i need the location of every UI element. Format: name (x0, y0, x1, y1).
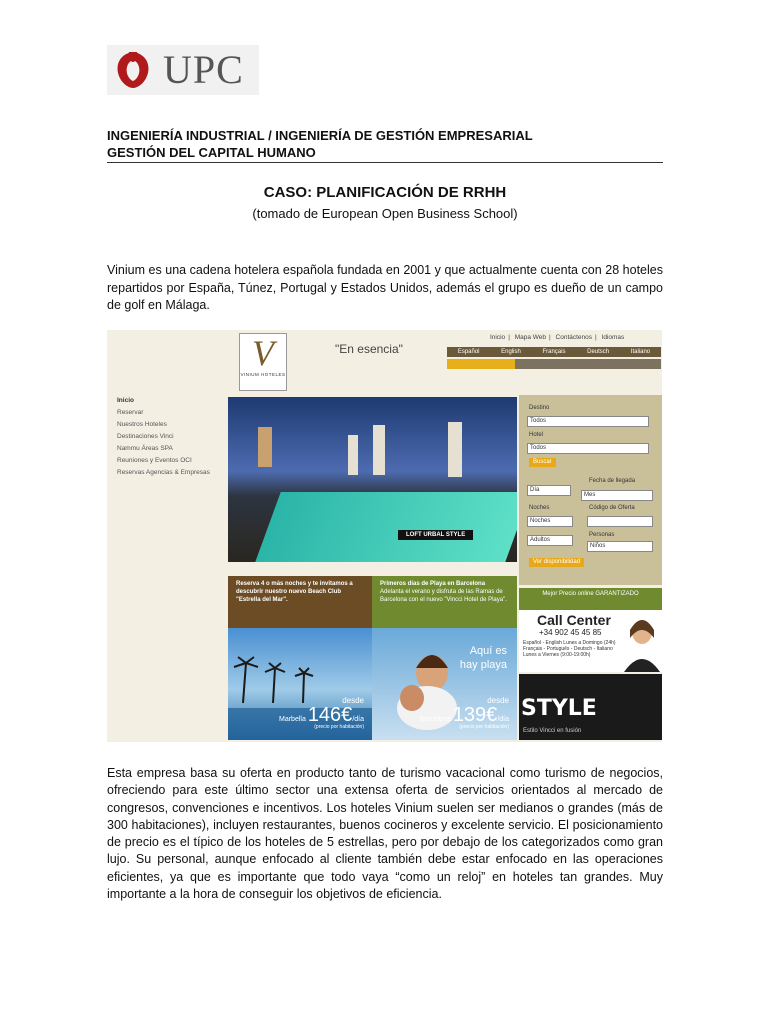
codigo-label: Código de Oferta (589, 505, 635, 511)
marbella-desde: desde (342, 696, 364, 705)
promo2-text: Adelanta el verano y disfruta de las Ramas de Barcelona con el nuevo "Vincci Hotel de Playa". (380, 589, 507, 603)
top-link-contactenos[interactable]: Contáctenos (555, 334, 593, 341)
noches-label: Noches (529, 505, 550, 511)
website-screenshot (107, 330, 662, 742)
lang-francais[interactable]: Français (542, 349, 566, 355)
operator-headset-icon (620, 612, 660, 672)
barcelona-offer-tile[interactable] (372, 628, 517, 740)
menu-item-hoteles[interactable]: Nuestros Hoteles (117, 421, 167, 428)
promo2-title: Primeros días de Playa en Barcelona (380, 581, 486, 587)
upc-emblem-icon (111, 48, 155, 92)
hero-column-1 (348, 435, 358, 475)
vinium-logo-letter: V (252, 333, 274, 373)
codigo-input[interactable] (587, 516, 653, 527)
hero-column-3 (448, 422, 462, 477)
barcelona-desde: desde (487, 696, 509, 705)
menu-item-destinaciones[interactable]: Destinaciones Vinci (117, 433, 174, 440)
booking-form (519, 395, 662, 585)
dia-select[interactable]: Día (527, 485, 571, 496)
ver-disponibilidad-button[interactable]: Ver disponibilidad (529, 558, 584, 567)
lang-english[interactable]: English (501, 349, 521, 355)
gold-accent-bar (447, 359, 515, 369)
hotel-label: Hotel (529, 432, 544, 438)
mes-select[interactable]: Mes (581, 490, 653, 501)
grey-accent-bar (515, 359, 661, 369)
language-bar (447, 347, 661, 357)
case-title: CASO: PLANIFICACIÓN DE RRHH (263, 184, 507, 201)
menu-item-inicio[interactable]: Inicio (117, 397, 134, 404)
ninos-select[interactable]: Niños (587, 541, 653, 552)
menu-item-agencias[interactable]: Reservas Agencias & Empresas (117, 469, 210, 476)
hero-caption: LOFT URBAL STYLE (398, 530, 473, 540)
marbella-unit: /día (352, 716, 364, 723)
marbella-note: (precio por habitación) (314, 724, 364, 730)
destino-select[interactable]: Todos (527, 416, 649, 427)
hotel-select[interactable]: Todos (527, 443, 649, 454)
lang-italiano[interactable]: Italiano (630, 349, 651, 355)
menu-item-eventos[interactable]: Reuniones y Eventos OCI (117, 457, 192, 464)
menu-item-reservar[interactable]: Reservar (117, 409, 144, 416)
call-center-box (519, 610, 662, 672)
barcelona-amount: 139€ (452, 704, 498, 726)
lang-espanol[interactable]: Español (457, 349, 480, 355)
marbella-price (279, 697, 364, 730)
vinium-logo (239, 333, 287, 391)
hero-column-2 (373, 425, 385, 475)
buscar-button[interactable]: Buscar (529, 458, 556, 467)
style-banner[interactable] (519, 674, 662, 740)
top-link-inicio[interactable]: Inicio (490, 334, 506, 341)
lang-deutsch[interactable]: Deutsch (587, 349, 610, 355)
call-center-phone: +34 902 45 45 85 (539, 628, 602, 637)
barcelona-price (419, 697, 509, 730)
destino-label: Destino (529, 405, 550, 411)
top-link-mapa-web[interactable]: Mapa Web (514, 334, 547, 341)
adultos-select[interactable]: Adultos (527, 535, 573, 546)
site-top-links: Inicio | Mapa Web | Contáctenos | Idiomas (490, 334, 625, 341)
hero-pool (255, 492, 517, 562)
promo-playa-barcelona[interactable] (372, 576, 517, 628)
hero-image (228, 397, 517, 562)
style-subtext: Estilo Vincci en fusión (523, 728, 582, 734)
promo-beach-club[interactable]: Reserva 4 o más noches y te invitamos a descubrir nuestro nuevo Beach Club "Estrella del Mar". (228, 576, 372, 628)
top-link-idiomas[interactable]: Idiomas (601, 334, 625, 341)
site-header (107, 330, 662, 395)
marbella-amount: 146€ (307, 704, 353, 726)
site-tagline: "En esencia" (335, 342, 403, 356)
hero-tower (258, 427, 272, 467)
marbella-city: Marbella (279, 716, 306, 723)
call-center-info: Español - English Lunes a Domingo (24h) Français - Português - Deutsch - Italiano Lunes a Viernes (9:00-19:00h) (523, 640, 616, 658)
logo-text: UPC (163, 47, 244, 92)
style-text: STYLE (521, 696, 597, 721)
marbella-offer-tile[interactable] (228, 628, 372, 740)
header-line-1: INGENIERÍA INDUSTRIAL / INGENIERÍA DE GESTIÓN EMPRESARIAL (107, 128, 533, 143)
case-subtitle: (tomado de European Open Business School) (252, 206, 518, 221)
barcelona-city: Barcelona (419, 716, 451, 723)
site-side-menu (107, 395, 226, 742)
menu-item-spa[interactable]: Nammu Áreas SPA (117, 445, 173, 452)
document-header (107, 127, 663, 161)
aqui-hay-playa-banner: Aquí es hay playa (459, 645, 507, 671)
header-line-2: GESTIÓN DEL CAPITAL HUMANO (107, 145, 316, 160)
fecha-label: Fecha de llegada (589, 478, 636, 484)
noches-input[interactable]: Noches (527, 516, 573, 527)
guarantee-banner[interactable]: Mejor Precio online GARANTIZADO (519, 588, 662, 610)
body-paragraph: Esta empresa basa su oferta en producto tanto de turismo vacacional como turismo de negocios, ofreciendo para este último sector una extensa oferta de servicios orientados al mercado de congresos, convenciones e incentivos. Los hoteles Vinium suelen ser medianos o grandes (más de 300 habitaciones), incluyen restaurantes, buenos cocineros y excelente servicio. El posicionamiento de precio es el típico de los hoteles de 5 estrellas, pero por debajo de los categorizados como gran lujo. Su personal, aunque enfocado al cliente también debe estar enfocado en las operaciones eficientes, ya que es importante que todo vaya “como un reloj” en hoteles tan grandes. Muy importante a la hora de conseguir los objetivos de eficiencia. (107, 766, 663, 902)
header-divider (107, 162, 663, 163)
upc-logo (107, 45, 259, 95)
vinium-logo-name: VINIUM HOTELES (240, 372, 286, 377)
barcelona-note: (precio por habitación) (459, 724, 509, 730)
intro-paragraph: Vinium es una cadena hotelera española fundada en 2001 y que actualmente cuenta con 28 hoteles repartidos por España, Túnez, Portugal y Estados Unidos, además el grupo es dueño de un campo de golf en Málaga. (107, 263, 663, 312)
call-center-title: Call Center (537, 612, 611, 628)
barcelona-unit: /día (497, 716, 509, 723)
personas-label: Personas (589, 532, 615, 538)
